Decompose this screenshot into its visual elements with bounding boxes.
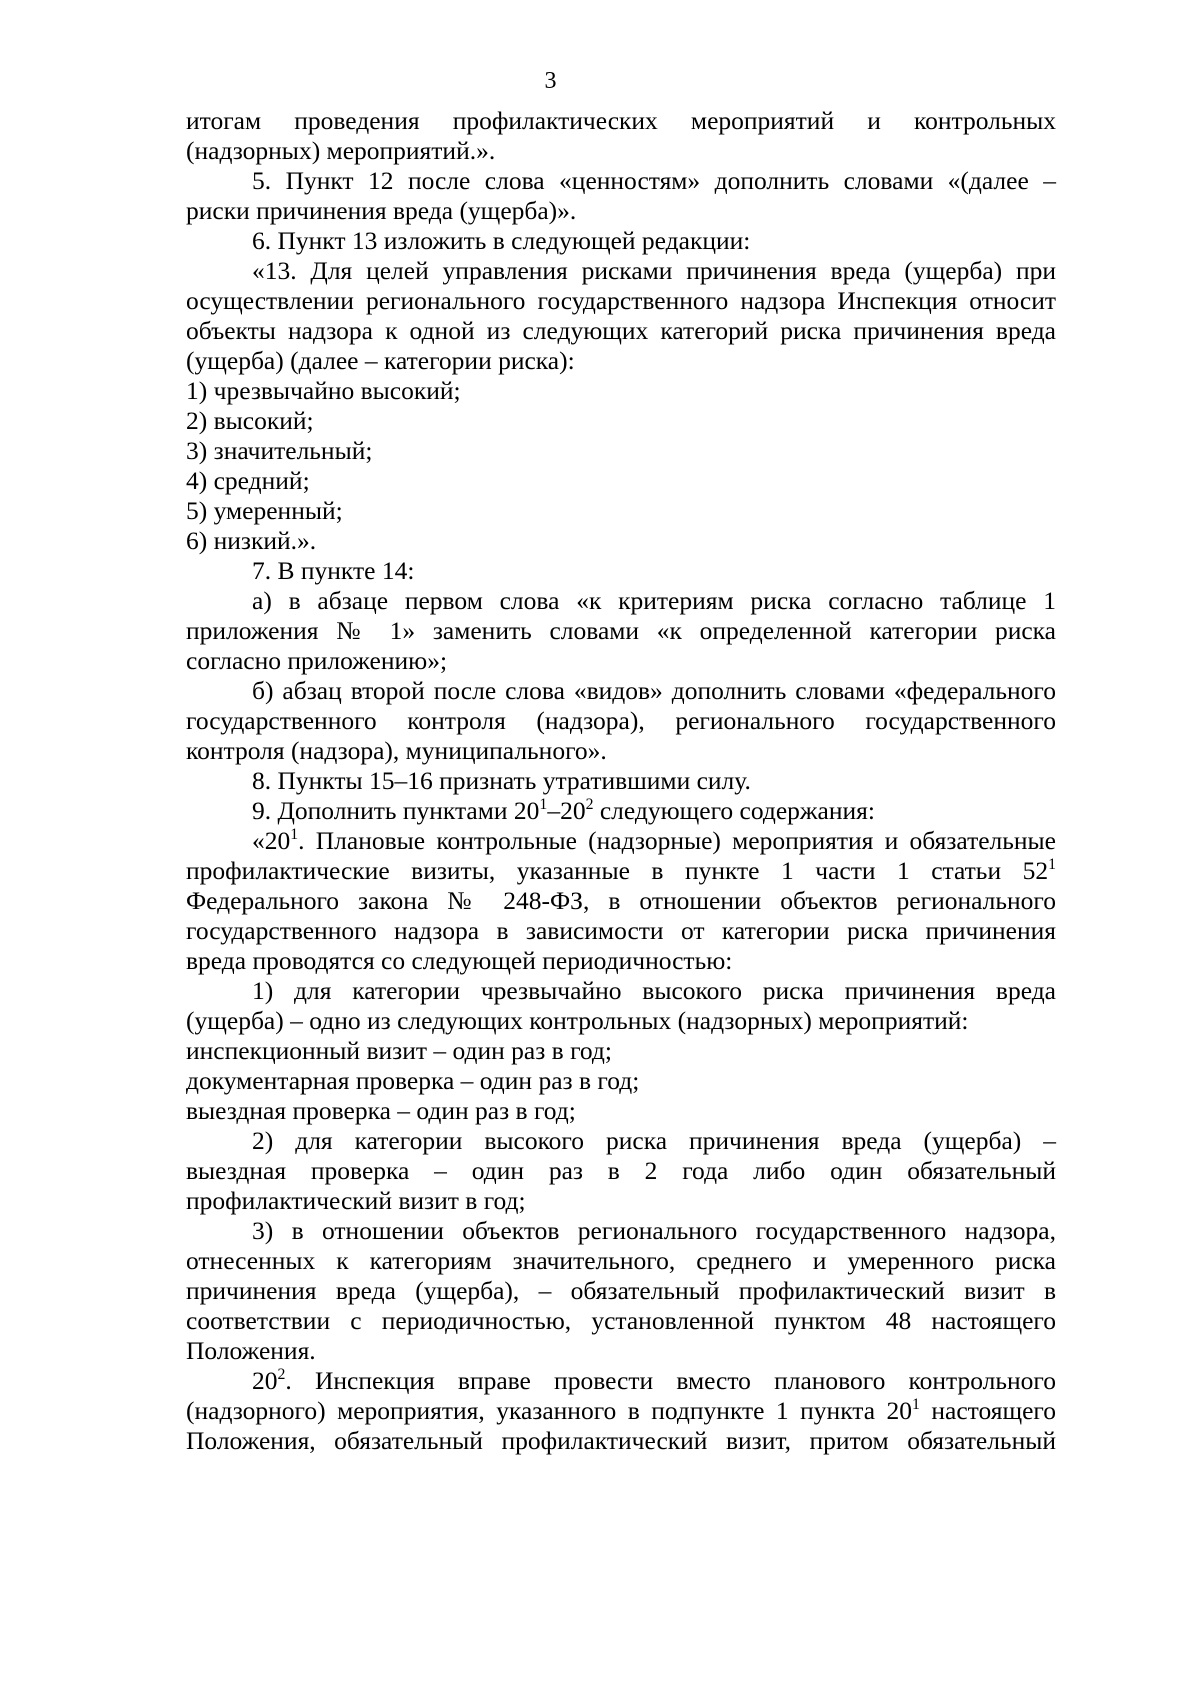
superscript: 1 bbox=[290, 825, 299, 843]
text-line: профилактический визит в год; bbox=[186, 1186, 526, 1215]
list-item: инспекционный визит – один раз в год; bbox=[186, 1036, 612, 1065]
text-run: «$20^1$. Плановые контрольные (надзорные) мероприятия и обязательные bbox=[252, 825, 1056, 855]
list-item: выездная проверка – один раз в год; bbox=[186, 1096, 576, 1125]
list-item: 4) средний; bbox=[186, 466, 310, 495]
text-line: объекты надзора к одной из следующих категорий риска причинения вреда bbox=[186, 316, 1056, 345]
text-line: 2) для категории высокого риска причинения вреда (ущерба) – bbox=[252, 1126, 1056, 1155]
superscript: 1 bbox=[1048, 855, 1056, 873]
text-line: государственного контроля (надзора), регионального государственного bbox=[186, 706, 1056, 735]
superscript: 1 bbox=[912, 1395, 920, 1413]
text-line: отнесенных к категориям значительного, среднего и умеренного риска bbox=[186, 1246, 1056, 1275]
list-item: 5) умеренный; bbox=[186, 496, 343, 525]
text-line: (надзорных) мероприятий.». bbox=[186, 136, 496, 165]
text-line: выездная проверка – один раз в 2 года либо один обязательный bbox=[186, 1156, 1056, 1185]
text-run: профилактические визиты, указанные в пункте 1 части 1 статьи 52 bbox=[186, 856, 1049, 885]
text-line: 5. Пункт 12 после слова «ценностям» дополнить словами «(далее – bbox=[252, 166, 1056, 195]
list-item: документарная проверка – один раз в год; bbox=[186, 1066, 640, 1095]
text-line: итогам проведения профилактических мероприятий и контрольных bbox=[186, 106, 1056, 135]
text-run: . Инспекция вправе провести вместо планового контрольного bbox=[285, 1366, 1056, 1395]
text-line: приложения № 1» заменить словами «к определенной категории риска bbox=[186, 616, 1056, 645]
superscript: 2 bbox=[277, 1365, 286, 1383]
list-item: 1) чрезвычайно высокий; bbox=[186, 376, 461, 405]
text-line bbox=[186, 826, 1056, 856]
text-line: соответствии с периодичностью, установленной пунктом 48 настоящего bbox=[186, 1306, 1056, 1335]
list-item: 6) низкий.». bbox=[186, 526, 317, 555]
document-body bbox=[186, 106, 1056, 1456]
text-run: 9. Дополнить пунктами 20 bbox=[252, 796, 540, 825]
text-run: –20 bbox=[547, 796, 586, 825]
text-line: (ущерба) (далее – категории риска): bbox=[186, 346, 575, 375]
text-run: следующего содержания: bbox=[593, 796, 875, 825]
text-line: государственного надзора в зависимости от категории риска причинения bbox=[186, 916, 1056, 945]
text-line: б) абзац второй после слова «видов» дополнить словами «федерального bbox=[252, 676, 1056, 705]
text-line: «13. Для целей управления рисками причинения вреда (ущерба) при bbox=[252, 256, 1056, 285]
text-line bbox=[186, 796, 1056, 826]
text-line: 3) в отношении объектов регионального государственного надзора, bbox=[252, 1216, 1056, 1245]
text-line: 6. Пункт 13 изложить в следующей редакции: bbox=[252, 226, 751, 255]
text-run: $20^2$ bbox=[252, 1365, 286, 1395]
text-line: вреда проводятся со следующей периодичностью: bbox=[186, 946, 733, 975]
superscript: 1 bbox=[539, 795, 548, 813]
superscript: 2 bbox=[585, 795, 594, 813]
text-line bbox=[186, 1366, 1056, 1396]
text-line: а) в абзаце первом слова «к критериям риска согласно таблице 1 bbox=[252, 586, 1056, 615]
text-line: Федерального закона № 248-ФЗ, в отношении объектов регионального bbox=[186, 886, 1056, 915]
text-line: причинения вреда (ущерба), – обязательный профилактический визит в bbox=[186, 1276, 1056, 1305]
text-line: осуществлении регионального государственного надзора Инспекция относит bbox=[186, 286, 1056, 315]
text-line bbox=[186, 856, 1056, 886]
text-line: контроля (надзора), муниципального». bbox=[186, 736, 607, 765]
text-line: согласно приложению»; bbox=[186, 646, 448, 675]
text-run: настоящего bbox=[919, 1396, 1056, 1425]
text-line: 8. Пункты 15–16 признать утратившими силу. bbox=[252, 766, 751, 795]
text-line: риски причинения вреда (ущерба)». bbox=[186, 196, 577, 225]
text-line: 7. В пункте 14: bbox=[252, 556, 415, 585]
text-line: Положения, обязательный профилактический визит, притом обязательный bbox=[186, 1426, 1056, 1455]
page-number: 3 bbox=[544, 68, 557, 94]
text-line: (ущерба) – одно из следующих контрольных (надзорных) мероприятий: bbox=[186, 1006, 969, 1035]
list-item: 2) высокий; bbox=[186, 406, 314, 435]
text-line: 1) для категории чрезвычайно высокого риска причинения вреда bbox=[252, 976, 1056, 1005]
text-line: Положения. bbox=[186, 1336, 316, 1365]
text-line bbox=[186, 1396, 1056, 1426]
text-run: (надзорного) мероприятия, указанного в подпункте 1 пункта 20 bbox=[186, 1396, 912, 1425]
list-item: 3) значительный; bbox=[186, 436, 373, 465]
